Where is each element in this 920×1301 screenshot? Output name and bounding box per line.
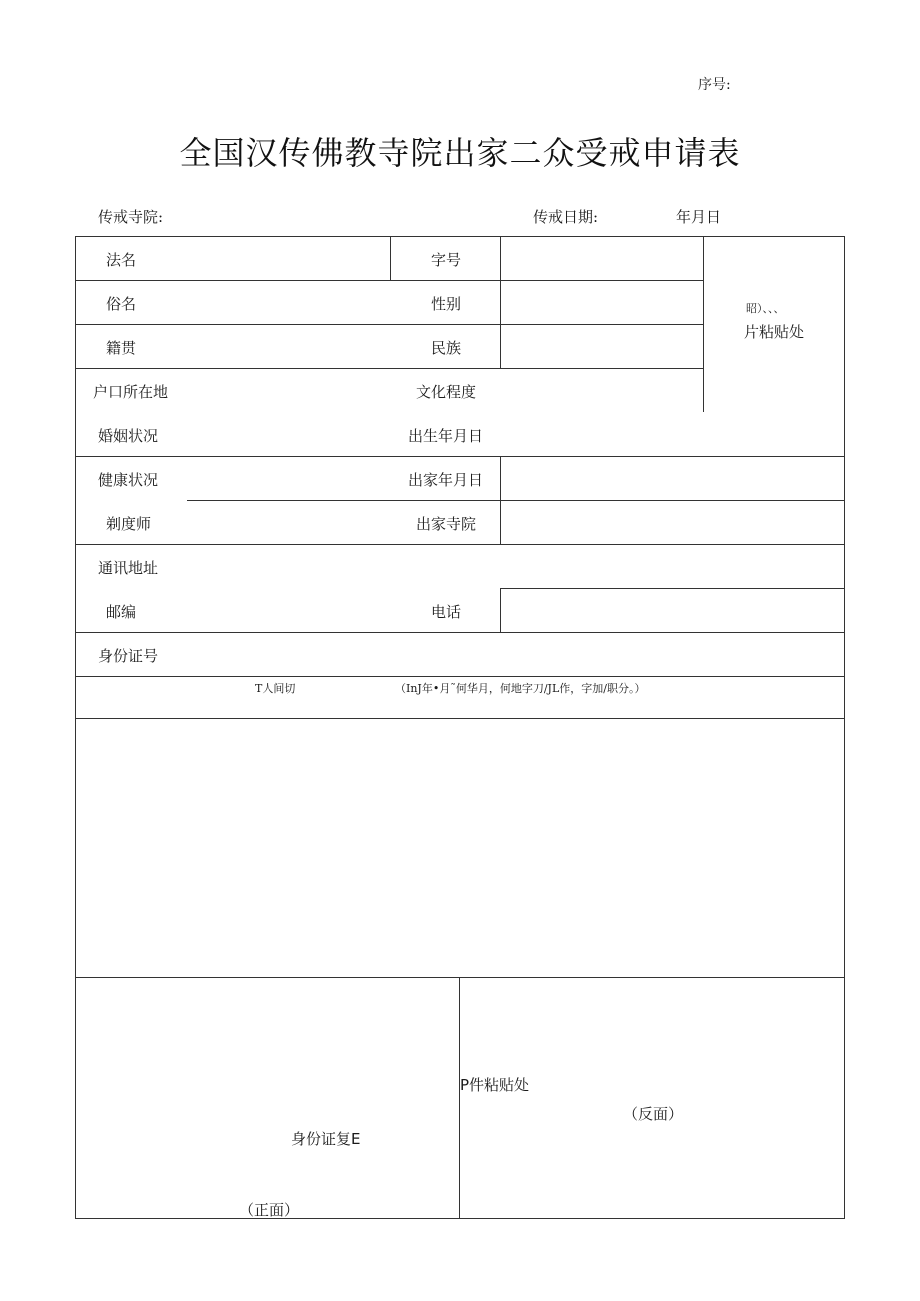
row-divider	[75, 676, 845, 677]
row-divider	[75, 718, 845, 719]
id-card-front-side: （正面）	[239, 1201, 300, 1219]
row-divider	[75, 632, 845, 633]
row-divider	[187, 500, 845, 501]
ordain-temple-label: 出家寺院	[416, 515, 477, 533]
row-divider	[500, 588, 845, 589]
ordain-date-label: 出家年月日	[408, 471, 484, 489]
phone-label: 电话	[431, 603, 462, 621]
application-form-table	[75, 236, 845, 1219]
serial-number-label: 序号:	[698, 77, 731, 93]
row-divider	[75, 977, 845, 978]
column-divider	[500, 588, 501, 632]
resume-label: T人间切	[255, 682, 296, 695]
native-place-label: 籍贯	[106, 339, 137, 357]
courtesy-name-label: 字号	[431, 251, 462, 269]
mailing-address-label: 通讯地址	[98, 559, 159, 577]
id-number-label: 身份证号	[98, 647, 159, 665]
form-title: 全国汉传佛教寺院出家二众受戒申请表	[179, 134, 741, 172]
ordination-date-label: 传戒日期:	[533, 208, 599, 226]
table-border-right	[844, 236, 845, 1219]
id-card-back-title: P件粘贴处	[460, 1076, 530, 1094]
column-divider	[500, 236, 501, 368]
education-label: 文化程度	[416, 383, 477, 401]
id-card-back-side: （反面）	[623, 1105, 684, 1123]
column-divider	[500, 456, 501, 544]
lay-name-label: 俗名	[106, 295, 137, 313]
row-divider	[75, 544, 845, 545]
resume-instruction: （InJ年•月˜何华月，何地字刀/JL作，字加/职分。）	[395, 682, 646, 695]
dharma-name-label: 法名	[106, 251, 137, 269]
id-card-divider	[459, 977, 460, 1218]
postcode-label: 邮编	[106, 603, 137, 621]
household-location-label: 户口所在地	[93, 383, 169, 401]
photo-column-divider	[703, 236, 704, 412]
birth-date-label: 出生年月日	[408, 427, 484, 445]
table-border-left	[75, 236, 76, 1219]
row-divider	[75, 368, 703, 369]
table-border-bottom	[75, 1218, 845, 1219]
column-divider	[390, 236, 391, 280]
ordination-temple-label: 传戒寺院:	[98, 208, 164, 226]
table-border-top	[75, 236, 845, 237]
photo-paste-label: 片粘贴处	[744, 323, 805, 341]
id-card-front-title: 身份证复E	[291, 1130, 361, 1148]
health-status-label: 健康状况	[98, 471, 159, 489]
gender-label: 性别	[431, 295, 462, 313]
marital-status-label: 婚姻状况	[98, 427, 159, 445]
ordination-date-units: 年月日	[676, 208, 722, 226]
row-divider	[75, 456, 845, 457]
tonsure-master-label: 剃度师	[106, 515, 152, 533]
row-divider	[75, 280, 703, 281]
row-divider	[75, 324, 703, 325]
photo-area-note: 昭）、、、	[746, 302, 785, 315]
ethnicity-label: 民族	[431, 339, 462, 357]
